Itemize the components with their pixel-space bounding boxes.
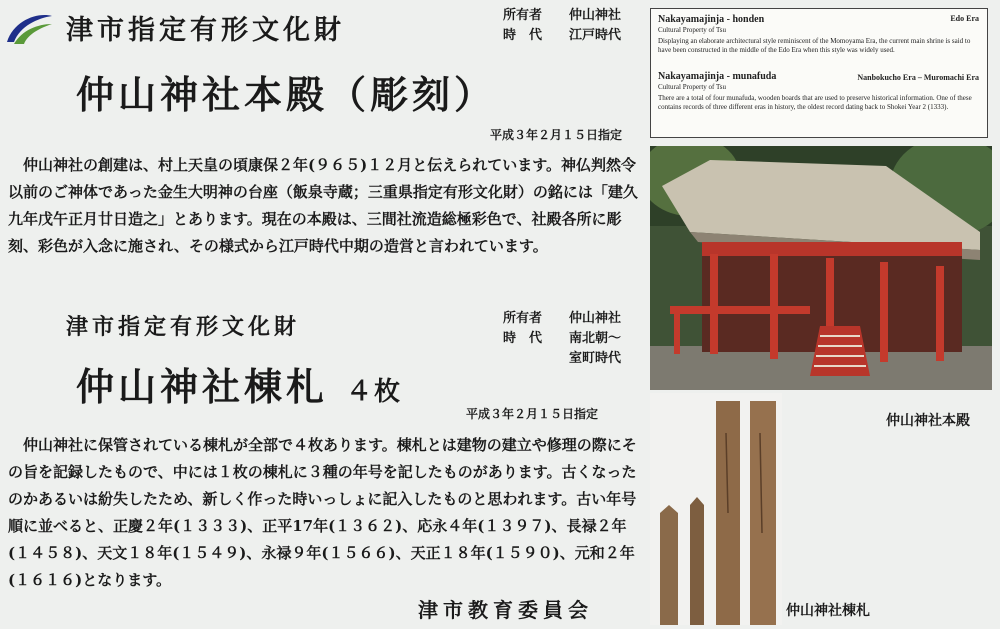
designation-heading: 津市指定有形文化財 [66,15,345,46]
munafuda-title-text: 仲山神社棟札 [76,364,329,409]
munafuda-count: ４枚 [346,377,403,407]
tsu-city-logo-icon [4,10,54,46]
owner-value-2: 仲山神社 [569,311,622,326]
issuer: 津市教育委員会 [418,598,593,622]
honden-meta [503,6,621,46]
era-label-2: 時 代 [503,331,543,346]
munafuda-english-era: Nanbokucho Era – Muromachi Era [857,73,979,82]
honden-english-cult: Cultural Property of Tsu [658,26,727,34]
owner-label: 所有者 [503,8,543,23]
honden-english-desc: Displaying an elaborate architectural style reminiscent of the Momoyama Era, the current main shrine is said to have been constructed in the middle of the Edo Era when this style was widely used. [658,37,971,54]
munafuda-english-desc: There are a total of four munafuda, wooden boards that are used to preserve historical information. One of these contains records of three different eras in history, the oldest record dating back to Shokei Year 2 (1333). [658,94,972,111]
munafuda-title [76,356,402,411]
munafuda-meta [503,309,621,369]
honden-title: 仲山神社本殿（彫刻） [76,72,497,117]
designation-heading-2: 津市指定有形文化財 [66,315,301,340]
shrine-photo-caption: 仲山神社本殿 [886,413,970,429]
honden-date: 平成３年２月１５日指定 [490,128,623,142]
era-value-2a: 南北朝～ [569,331,622,346]
munafuda-description: 仲山神社に保管されている棟札が全部で４枚あります。棟札とは建物の建立や修理の際にその旨を記録したもので、中には１枚の棟札に３種の年号を記したものがあります。古くなったのかあるいは紛失したため、新しく作った時いっしょに記入したものと思われます。古い年号順に並べると、正慶２年(１３３３)、正平17年(１３６２)、応永４年(１３９７)、長禄２年(１４５８)、天文１８年(１５４９)、永禄９年(１５６６)、天正１８年(１５９０)、元和２年(１６１６)となります。 [8,436,637,589]
owner-value: 仲山神社 [569,8,622,23]
munafuda-photo [650,393,782,625]
owner-label-2: 所有者 [503,311,543,326]
honden-english-era: Edo Era [950,14,979,23]
honden-english-name: Nakayamajinja - honden [658,14,765,25]
era-label: 時 代 [503,28,543,43]
shrine-photo [650,146,992,390]
munafuda-date: 平成３年２月１５日指定 [466,407,599,421]
munafuda-photo-caption: 仲山神社棟札 [786,603,870,619]
era-value-2b: 室町時代 [569,351,622,366]
munafuda-english-cult: Cultural Property of Tsu [658,83,727,91]
era-value: 江戸時代 [569,28,622,43]
english-info-box [650,8,988,138]
honden-description: 仲山神社の創建は、村上天皇の頃康保２年(９６５)１２月と伝えられています。神仏判然令以前のご神体であった金生大明神の台座（飯泉寺蔵；三重県指定有形文化財）の銘には「建久九年戊午正月廿日造之」とあります。現在の本殿は、三間社流造総極彩色で、社殿各所に彫刻、彩色が入念に施され、その様式から江戸時代中期の造営と言われています。 [8,156,638,255]
munafuda-english-name: Nakayamajinja - munafuda [658,71,777,82]
